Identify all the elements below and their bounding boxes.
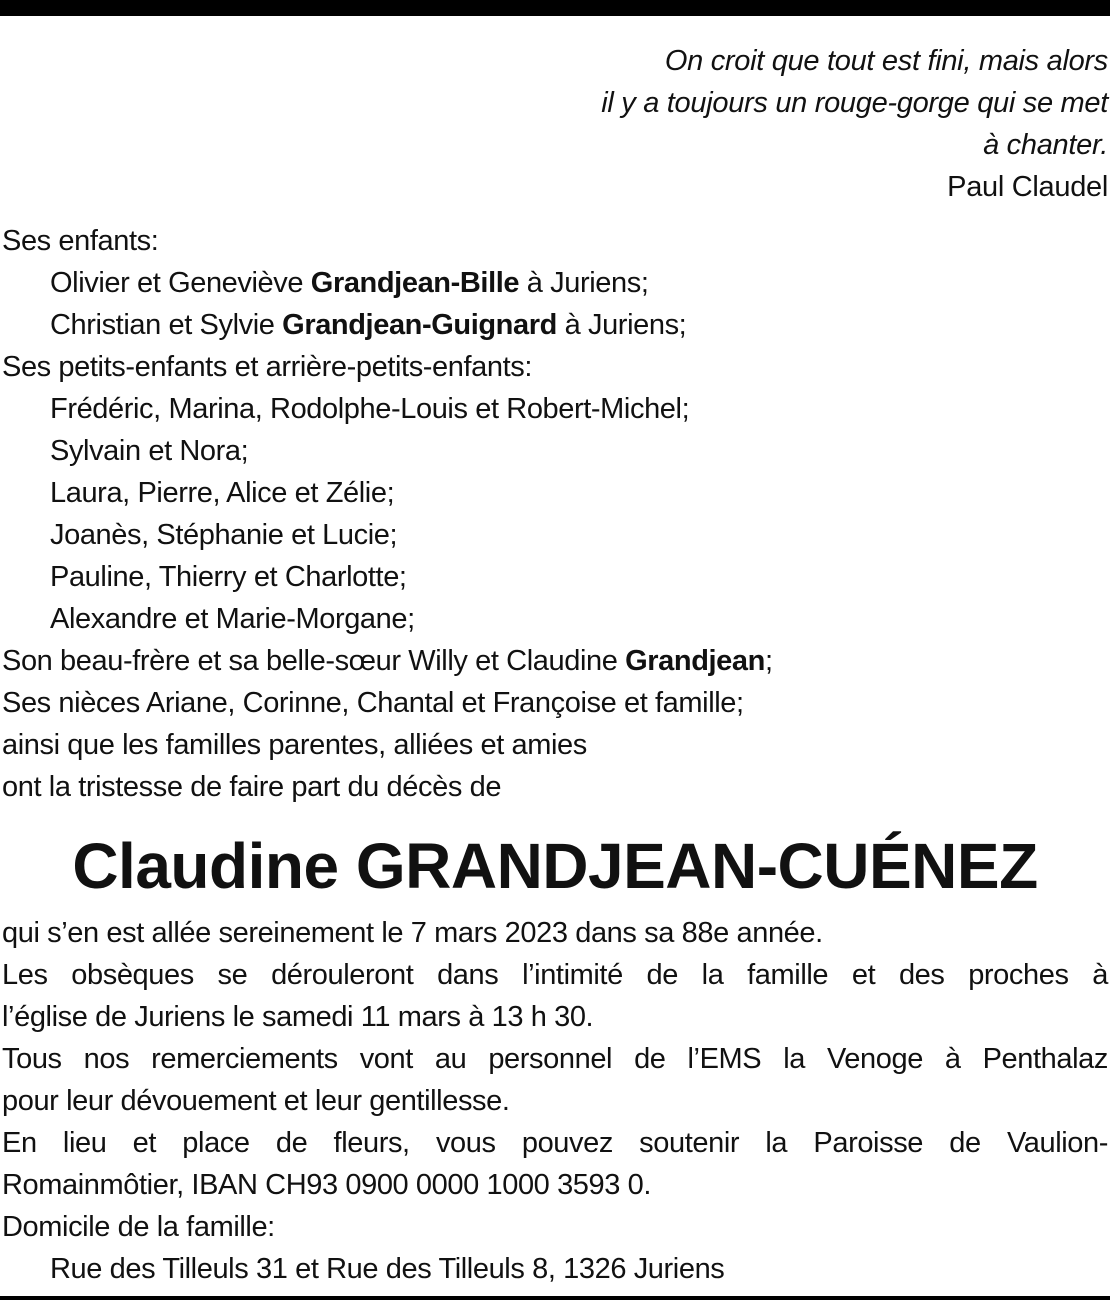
funeral-text-line: Les obsèques se dérouleront dans l’intimité de la famille et des proches à [2,959,1108,991]
family-name: Grandjean-Guignard [282,309,557,341]
announcement-text: ont la tristesse de faire part du décès de [2,771,502,803]
address-heading: Domicile de la famille: [2,1211,275,1243]
inlaws-entry [2,640,1102,682]
grandchildren-entry: Pauline, Thierry et Charlotte; [50,561,407,593]
donation-text-line: Romainmôtier, IBAN CH93 0900 0000 1000 3593 0. [2,1169,652,1201]
thanks-text-line: pour leur dévouement et leur gentillesse. [2,1085,510,1117]
nieces-entry: Ses nièces Ariane, Corinne, Chantal et Françoise et famille; [2,687,744,719]
family-name: Grandjean-Bille [310,267,520,299]
epigraph-quote [408,40,1108,208]
passing-text: qui s’en est allée sereinement le 7 mars 2023 dans sa 88e année. [2,917,823,949]
quote-line: il y a toujours un rouge-gorge qui se met [601,87,1108,119]
grandchildren-entry: Laura, Pierre, Alice et Zélie; [50,477,395,509]
top-border [0,0,1110,16]
donation-text-line: En lieu et place de fleurs, vous pouvez soutenir la Paroisse de Vaulion- [2,1127,1108,1159]
quote-line: On croit que tout est fini, mais alors [664,45,1108,77]
children-heading: Ses enfants: [2,225,159,257]
family-address: Rue des Tilleuls 31 et Rue des Tilleuls 8, 1326 Juriens [50,1253,725,1285]
quote-line: à chanter. [983,129,1108,161]
child-entry [2,304,1102,346]
grandchildren-heading: Ses petits-enfants et arrière-petits-enfants: [2,351,533,383]
inlaws-names: Son beau-frère et sa belle-sœur Willy et Claudine [2,645,626,677]
grandchildren-entry: Joanès, Stéphanie et Lucie; [50,519,398,551]
child-entry [2,262,1102,304]
quote-author: Paul Claudel [947,171,1108,203]
thanks-text-line: Tous nos remerciements vont au personnel de l’EMS la Venoge à Penthalaz [2,1043,1108,1075]
funeral-text-line: l’église de Juriens le samedi 11 mars à 13 h 30. [2,1001,594,1033]
bottom-border [0,1296,1110,1300]
punctuation: ; [764,645,773,677]
family-name: Grandjean [625,645,765,677]
family-list [2,220,1102,808]
deceased-name: Claudine GRANDJEAN-CUÉNEZ [72,830,1038,902]
child-location: à Juriens; [556,309,687,341]
child-names: Christian et Sylvie [50,309,283,341]
child-names: Olivier et Geneviève [50,267,311,299]
grandchildren-entry: Frédéric, Marina, Rodolphe-Louis et Robert-Michel; [50,393,690,425]
grandchildren-entry: Sylvain et Nora; [50,435,249,467]
grandchildren-entry: Alexandre et Marie-Morgane; [50,603,415,635]
obituary-details [2,912,1108,1290]
child-location: à Juriens; [519,267,649,299]
relatives-entry: ainsi que les familles parentes, alliées et amies [2,729,587,761]
